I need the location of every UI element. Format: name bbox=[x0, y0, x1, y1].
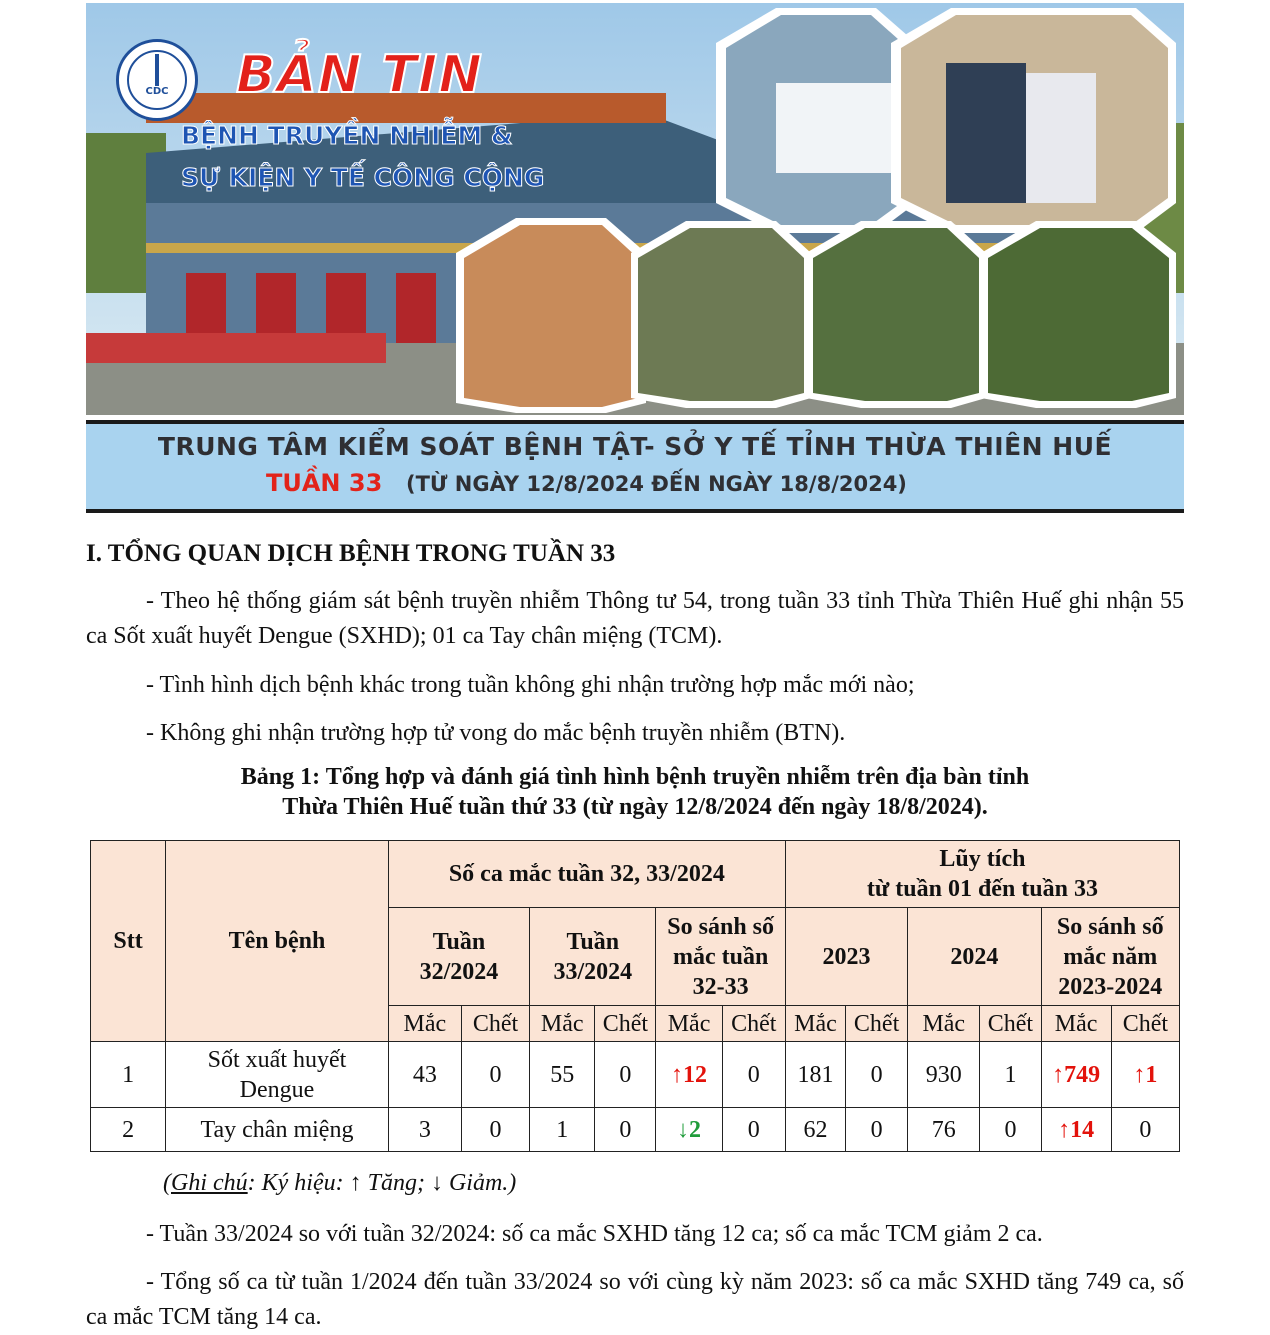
header-year-2023: 2023 bbox=[785, 908, 907, 1006]
cell-compare-week-cases: ↑12 bbox=[656, 1042, 722, 1108]
header-week33 bbox=[530, 908, 656, 1006]
caduceus-icon bbox=[155, 54, 159, 86]
disease-name-line2: Dengue bbox=[239, 1076, 315, 1103]
cell-compare-week-deaths: 0 bbox=[722, 1042, 785, 1108]
table-row bbox=[91, 1042, 1180, 1108]
bulletin-title: BẢN TIN bbox=[236, 45, 483, 105]
cell-w33-deaths: 0 bbox=[595, 1042, 656, 1108]
cell-w32-cases: 43 bbox=[388, 1042, 461, 1108]
cell-w32-deaths: 0 bbox=[461, 1108, 529, 1152]
disease-name-line1: Sốt xuất huyết bbox=[207, 1046, 347, 1073]
paragraph-surveillance bbox=[86, 584, 1184, 654]
cell-2023-deaths: 0 bbox=[846, 1108, 908, 1152]
cell-compare-year-cases: ↑14 bbox=[1041, 1108, 1111, 1152]
disease-summary-table bbox=[90, 840, 1180, 1152]
header-compare-years-line2: mắc năm bbox=[1063, 943, 1158, 970]
header-compare-years-line1: So sánh số bbox=[1056, 913, 1164, 940]
header-compare-weeks-line3: 32-33 bbox=[692, 973, 749, 1000]
table-note: (Ghi chú: Ký hiệu: ↑ Tăng; ↓ Giảm.) bbox=[163, 1170, 517, 1196]
header-week32 bbox=[388, 908, 529, 1006]
cell-2024-cases: 930 bbox=[908, 1042, 980, 1108]
header-cases: Mắc bbox=[908, 1006, 980, 1042]
cell-compare-year-deaths: ↑1 bbox=[1111, 1042, 1179, 1108]
paragraph-text: - Tuần 33/2024 so với tuần 32/2024: số ca mắc SXHD tăng 12 ca; số ca mắc TCM giảm 2 ca. bbox=[146, 1221, 1043, 1247]
cell-compare-year-cases: ↑749 bbox=[1041, 1042, 1111, 1108]
cell-2024-deaths: 0 bbox=[980, 1108, 1041, 1152]
cell-2023-cases: 181 bbox=[785, 1042, 845, 1108]
date-range: (TỪ NGÀY 12/8/2024 ĐẾN NGÀY 18/8/2024) bbox=[406, 472, 907, 496]
header-deaths: Chết bbox=[722, 1006, 785, 1042]
header-week33-line2: 33/2024 bbox=[553, 958, 633, 985]
paragraph-text: - Tổng số ca từ tuần 1/2024 đến tuần 33/2024 so với cùng kỳ năm 2023: số ca mắc SXHD tăng 749 ca, số ca mắc TCM tăng 14 ca. bbox=[86, 1269, 1184, 1330]
header-compare-years bbox=[1041, 908, 1179, 1006]
paragraph-weekly-comparison bbox=[86, 1217, 1184, 1252]
header-deaths: Chết bbox=[846, 1006, 908, 1042]
paragraph-deaths bbox=[86, 716, 1184, 751]
header-cumulative-line1: Lũy tích bbox=[939, 846, 1026, 872]
header-disease-name: Tên bệnh bbox=[166, 841, 389, 1042]
note-legend: : Ký hiệu: ↑ Tăng; ↓ Giảm.) bbox=[247, 1170, 517, 1196]
header-week32-line1: Tuần bbox=[432, 928, 486, 955]
cell-w33-cases: 1 bbox=[530, 1108, 595, 1152]
cell-w33-deaths: 0 bbox=[595, 1108, 656, 1152]
header-compare-weeks-line2: mắc tuần bbox=[672, 943, 769, 970]
cell-compare-year-deaths: 0 bbox=[1111, 1108, 1179, 1152]
header-compare-weeks-line1: So sánh số bbox=[667, 913, 775, 940]
header-cases: Mắc bbox=[1041, 1006, 1111, 1042]
table-caption-line1: Bảng 1: Tổng hợp và đánh giá tình hình bệnh truyền nhiễm trên địa bàn tỉnh bbox=[240, 764, 1030, 790]
cell-disease-name bbox=[166, 1042, 389, 1108]
cell-compare-week-cases: ↓2 bbox=[656, 1108, 722, 1152]
cell-disease-name: Tay chân miệng bbox=[166, 1108, 389, 1152]
header-cases: Mắc bbox=[388, 1006, 461, 1042]
cell-2023-deaths: 0 bbox=[846, 1042, 908, 1108]
header-cases: Mắc bbox=[530, 1006, 595, 1042]
header-year-2024: 2024 bbox=[908, 908, 1041, 1006]
note-label: Ghi chú bbox=[171, 1170, 248, 1196]
cell-2024-cases: 76 bbox=[908, 1108, 980, 1152]
header-deaths: Chết bbox=[461, 1006, 529, 1042]
bulletin-banner bbox=[86, 3, 1184, 513]
header-weekly-cases: Số ca mắc tuần 32, 33/2024 bbox=[388, 841, 785, 908]
bulletin-subtitle-line1: BỆNH TRUYỀN NHIỄM & bbox=[181, 121, 513, 150]
header-deaths: Chết bbox=[595, 1006, 656, 1042]
header-stt: Stt bbox=[91, 841, 166, 1042]
paragraph-text: - Tình hình dịch bệnh khác trong tuần không ghi nhận trường hợp mắc mới nào; bbox=[146, 672, 915, 698]
cell-stt: 1 bbox=[91, 1042, 166, 1108]
paragraph-other-diseases bbox=[86, 668, 1184, 703]
section-heading: I. TỔNG QUAN DỊCH BỆNH TRONG TUẦN 33 bbox=[86, 540, 616, 567]
header-cases: Mắc bbox=[656, 1006, 722, 1042]
cell-w32-deaths: 0 bbox=[461, 1042, 529, 1108]
week-label: TUẦN 33 bbox=[266, 469, 383, 497]
paragraph-yearly-comparison bbox=[86, 1265, 1184, 1335]
header-deaths: Chết bbox=[1111, 1006, 1179, 1042]
organization-name: TRUNG TÂM KIỂM SOÁT BỆNH TẬT- SỞ Y TẾ TỈNH THỪA THIÊN HUẾ bbox=[157, 432, 1113, 461]
banner-footer bbox=[86, 420, 1184, 513]
table-row bbox=[91, 1108, 1180, 1152]
logo-text: CDC bbox=[145, 86, 169, 97]
header-week33-line1: Tuần bbox=[566, 928, 620, 955]
header-compare-weeks bbox=[656, 908, 785, 1006]
paragraph-text: - Theo hệ thống giám sát bệnh truyền nhiễm Thông tư 54, trong tuần 33 tỉnh Thừa Thiên Huế ghi nhận 55 ca Sốt xuất huyết Dengue (SXHD); 01 ca Tay chân miệng (TCM). bbox=[86, 588, 1184, 649]
cell-2023-cases: 62 bbox=[785, 1108, 845, 1152]
cell-stt: 2 bbox=[91, 1108, 166, 1152]
cdc-logo bbox=[116, 39, 198, 121]
header-cumulative-line2: từ tuần 01 đến tuần 33 bbox=[866, 876, 1098, 902]
header-compare-years-line3: 2023-2024 bbox=[1058, 973, 1163, 1000]
cell-2024-deaths: 1 bbox=[980, 1042, 1041, 1108]
header-cumulative bbox=[785, 841, 1179, 908]
header-week32-line2: 32/2024 bbox=[419, 958, 499, 985]
cell-w32-cases: 3 bbox=[388, 1108, 461, 1152]
cell-compare-week-deaths: 0 bbox=[722, 1108, 785, 1152]
bulletin-subtitle-line2: SỰ KIỆN Y TẾ CÔNG CỘNG bbox=[181, 163, 545, 192]
cell-w33-cases: 55 bbox=[530, 1042, 595, 1108]
paragraph-text: - Không ghi nhận trường hợp tử vong do mắc bệnh truyền nhiễm (BTN). bbox=[146, 720, 846, 746]
header-deaths: Chết bbox=[980, 1006, 1041, 1042]
table-caption-line2: Thừa Thiên Huế tuần thứ 33 (từ ngày 12/8/2024 đến ngày 18/8/2024). bbox=[282, 794, 988, 820]
header-cases: Mắc bbox=[785, 1006, 845, 1042]
